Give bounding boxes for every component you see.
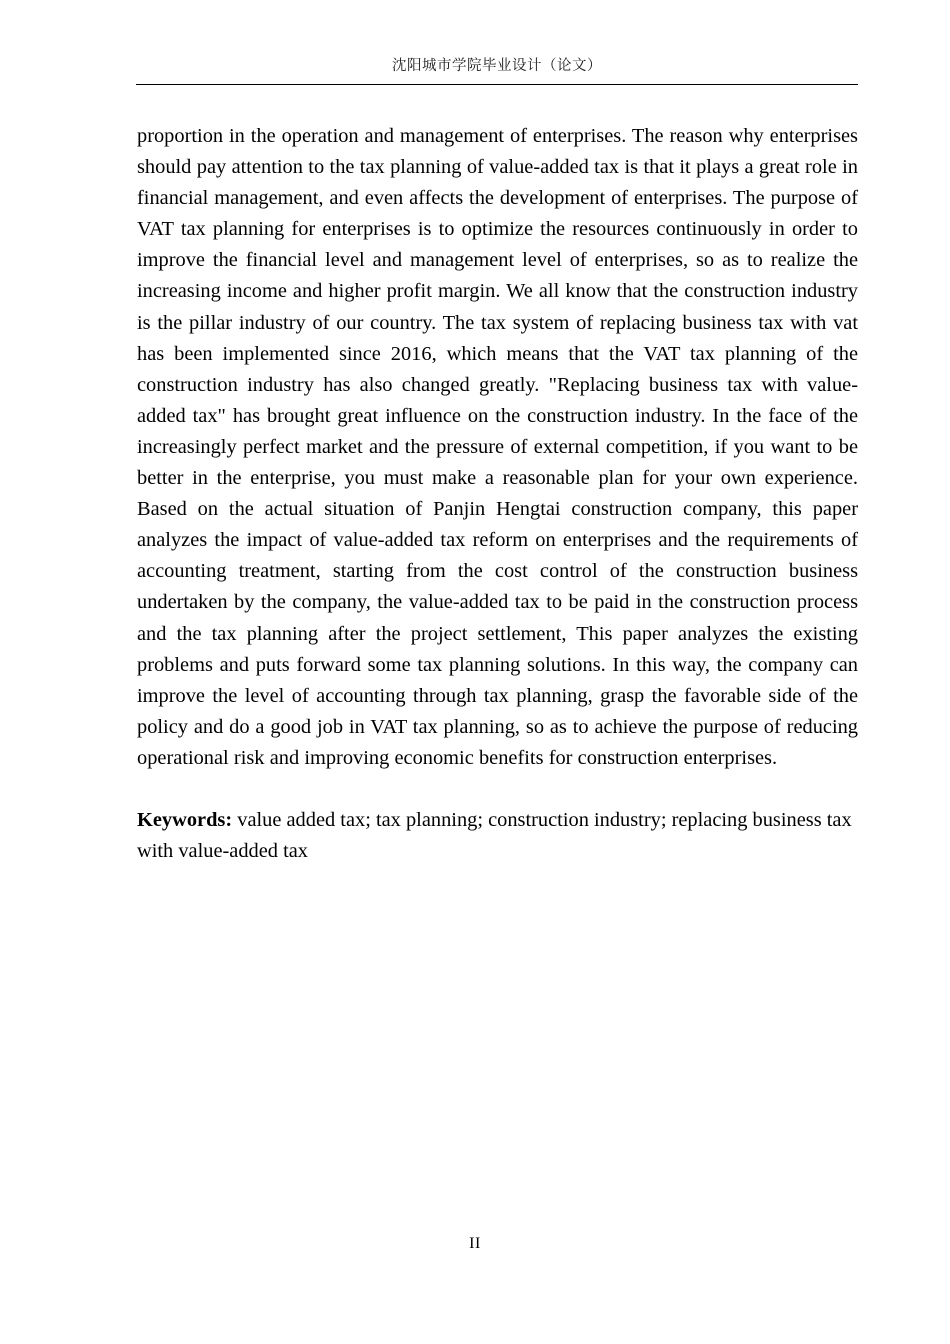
page-content bbox=[137, 121, 858, 867]
running-header bbox=[136, 56, 858, 76]
keywords-value: value added tax; tax planning; construction industry; replacing business tax with value-added tax bbox=[137, 808, 852, 863]
running-header-text: 沈阳城市学院毕业设计（论文） bbox=[392, 58, 602, 74]
header-divider-rule bbox=[136, 84, 858, 85]
keywords-label: Keywords: bbox=[137, 808, 233, 831]
page-footer bbox=[0, 1234, 950, 1254]
abstract-paragraph: proportion in the operation and management of enterprises. The reason why enterprises should pay attention to the tax planning of value-added tax is that it plays a great role in financial management, and even affects the development of enterprises. The purpose of VAT tax planning for enterprises is to optimize the resources continuously in order to improve the financial level and management level of enterprises, so as to realize the increasing income and higher profit margin. We all know that the construction industry is the pillar industry of our country. The tax system of replacing business tax with vat has been implemented since 2016, which means that the VAT tax planning of the construction industry has also changed greatly. "Replacing business tax with value-added tax" has brought great influence on the construction industry. In the face of the increasingly perfect market and the pressure of external competition, if you want to be better in the enterprise, you must make a reasonable plan for your own experience. Based on the actual situation of Panjin Hengtai construction company, this paper analyzes the impact of value-added tax reform on enterprises and the requirements of accounting treatment, starting from the cost control of the construction business undertaken by the company, the value-added tax to be paid in the construction process and the tax planning after the project settlement, This paper analyzes the existing problems and puts forward some tax planning solutions. In this way, the company can improve the level of accounting through tax planning, grasp the favorable side of the policy and do a good job in VAT tax planning, so as to achieve the purpose of reducing operational risk and improving economic benefits for construction enterprises. bbox=[137, 125, 858, 769]
keywords-paragraph bbox=[137, 774, 858, 867]
page-number: II bbox=[469, 1235, 481, 1252]
